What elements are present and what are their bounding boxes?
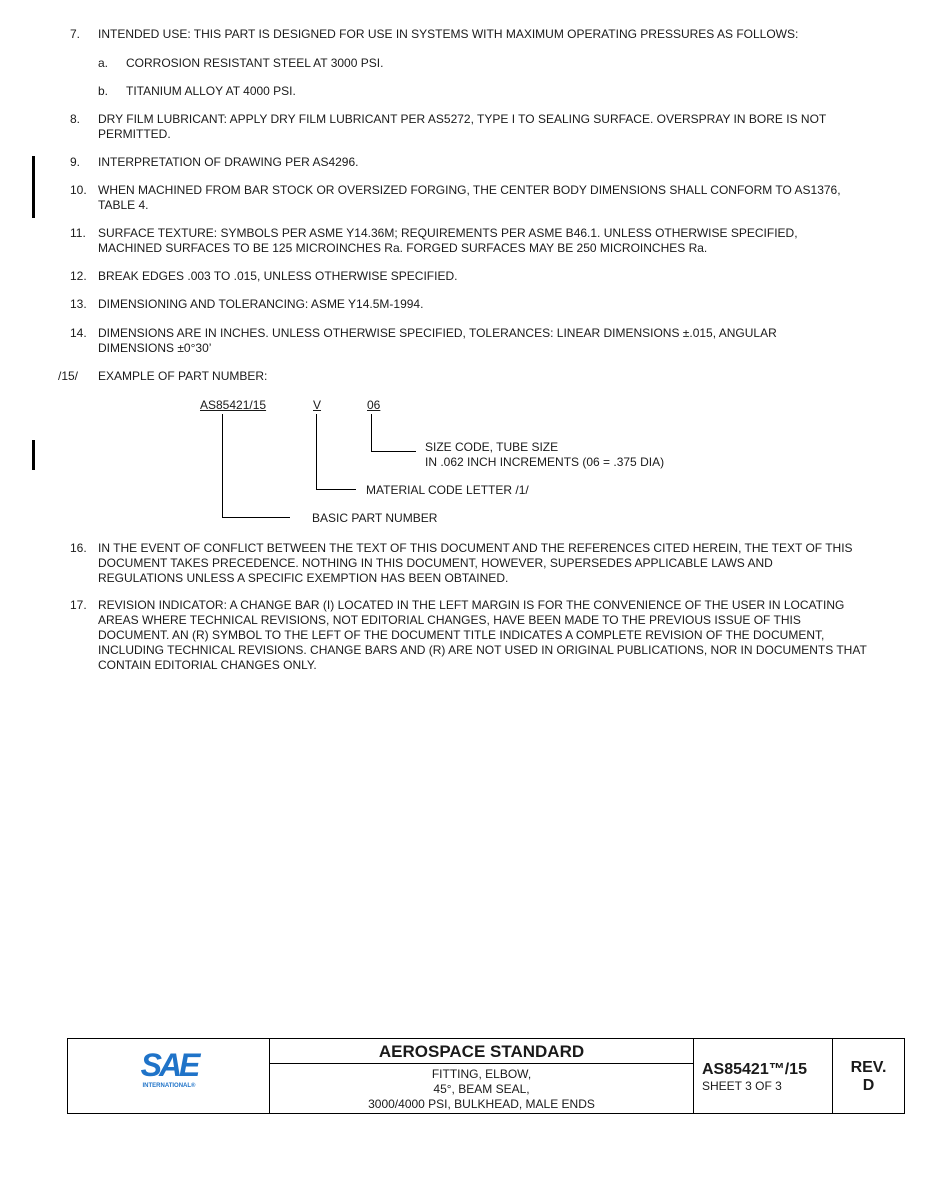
note-13-text: DIMENSIONING AND TOLERANCING: ASME Y14.5M-1994. — [98, 297, 424, 311]
note-8-text: DRY FILM LUBRICANT: APPLY DRY FILM LUBRICANT PER AS5272, TYPE I TO SEALING SURFACE. OVERSPRAY IN BORE IS NOT PERMITTED. — [98, 112, 827, 141]
subitem-a-letter: a. — [98, 56, 109, 70]
leader-material-vertical — [316, 414, 317, 490]
subitem-a-text: CORROSION RESISTANT STEEL AT 3000 PSI. — [126, 56, 384, 70]
leader-size-vertical — [371, 414, 372, 452]
note-17-text: REVISION INDICATOR: A CHANGE BAR (I) LOCATED IN THE LEFT MARGIN IS FOR THE CONVENIENCE OF THE USER IN LOCATING AREAS WHERE TECHNICAL REVISIONS, NOT EDITORIAL CHANGES, HAVE BEEN MADE TO THE PREVIOUS ISSUE OF THIS DOCUMENT. AN (R) SYMBOL TO THE LEFT OF THE DOCUMENT TITLE INDICATES A COMPLETE REVISION OF THE DOCUMENT, INCLUDING TECHNICAL REVISIONS. CHANGE BARS AND (R) ARE NOT USED IN ORIGINAL PUBLICATIONS, NOR IN DOCUMENTS THAT CONTAIN EDITORIAL CHANGES ONLY. — [98, 598, 867, 672]
note-10-number: 10. — [70, 183, 87, 197]
part-size-code: 06 — [367, 398, 381, 412]
note-12-text: BREAK EDGES .003 TO .015, UNLESS OTHERWISE SPECIFIED. — [98, 269, 458, 283]
part-description-line-2: 45°, BEAM SEAL, — [433, 1082, 530, 1096]
note-7-number: 7. — [70, 27, 81, 41]
part-basic-number: AS85421/15 — [200, 398, 267, 412]
change-bar — [32, 156, 35, 218]
material-code-label: MATERIAL CODE LETTER /1/ — [366, 483, 529, 497]
sae-logo — [136, 1049, 202, 1090]
document-number: AS85421™/15 — [702, 1061, 807, 1078]
size-code-label-1: SIZE CODE, TUBE SIZE — [425, 440, 559, 454]
leader-material-horizontal — [316, 489, 356, 490]
note-11-text: SURFACE TEXTURE: SYMBOLS PER ASME Y14.36M; REQUIREMENTS PER ASME B46.1. UNLESS OTHERWISE SPECIFIED, MACHINED SURFACES TO BE 125 MICROINCHES Ra. FORGED SURFACES MAY BE 250 MICROINCHES Ra. — [98, 226, 798, 255]
part-description-line-3: 3000/4000 PSI, BULKHEAD, MALE ENDS — [368, 1097, 595, 1111]
leader-size-horizontal — [371, 451, 416, 452]
sae-logo-text: SAE — [140, 1047, 198, 1083]
sheet-number: SHEET 3 OF 3 — [702, 1079, 782, 1093]
note-8-number: 8. — [70, 112, 81, 126]
note-9-text: INTERPRETATION OF DRAWING PER AS4296. — [98, 155, 359, 169]
change-bar — [32, 440, 35, 470]
title-block — [67, 1038, 905, 1114]
part-material-code: V — [313, 398, 322, 412]
part-description-line-1: FITTING, ELBOW, — [431, 1067, 532, 1081]
revision-label: REV. — [850, 1059, 887, 1076]
note-12-number: 12. — [70, 269, 87, 283]
note-14-text: DIMENSIONS ARE IN INCHES. UNLESS OTHERWISE SPECIFIED, TOLERANCES: LINEAR DIMENSIONS ±.015, ANGULAR DIMENSIONS ±0°30’ — [98, 326, 777, 355]
note-13-number: 13. — [70, 297, 87, 311]
leader-basic-vertical — [222, 414, 223, 518]
subitem-b-text: TITANIUM ALLOY AT 4000 PSI. — [126, 84, 296, 98]
note-15-text: EXAMPLE OF PART NUMBER: — [98, 369, 268, 383]
note-17-number: 17. — [70, 598, 87, 612]
revision-cell — [833, 1039, 904, 1113]
part-description — [270, 1067, 693, 1112]
basic-part-label: BASIC PART NUMBER — [312, 511, 438, 525]
size-code-label-2: IN .062 INCH INCREMENTS (06 = .375 DIA) — [425, 455, 665, 469]
revision — [833, 1059, 904, 1095]
note-15-number: /15/ — [58, 369, 79, 383]
note-10-text: WHEN MACHINED FROM BAR STOCK OR OVERSIZED FORGING, THE CENTER BODY DIMENSIONS SHALL CONFORM TO AS1376, TABLE 4. — [98, 183, 841, 212]
leader-basic-horizontal — [222, 517, 290, 518]
document-number-cell — [694, 1039, 833, 1113]
sae-logo-subtitle: INTERNATIONAL® — [142, 1083, 196, 1089]
revision-value: D — [862, 1077, 875, 1094]
note-16-number: 16. — [70, 541, 87, 555]
note-7-text: INTENDED USE: THIS PART IS DESIGNED FOR USE IN SYSTEMS WITH MAXIMUM OPERATING PRESSURES AS FOLLOWS: — [98, 27, 799, 41]
note-14-number: 14. — [70, 326, 87, 340]
aerospace-standard-heading: AEROSPACE STANDARD — [270, 1039, 693, 1064]
note-11-number: 11. — [70, 226, 86, 240]
sae-logo-cell — [68, 1039, 270, 1113]
subitem-b-letter: b. — [98, 84, 109, 98]
note-9-number: 9. — [70, 155, 81, 169]
title-description-cell — [270, 1039, 694, 1113]
note-16-text: IN THE EVENT OF CONFLICT BETWEEN THE TEXT OF THIS DOCUMENT AND THE REFERENCES CITED HEREIN, THE TEXT OF THIS DOCUMENT TAKES PRECEDENCE. NOTHING IN THIS DOCUMENT, HOWEVER, SUPERSEDES APPLICABLE LAWS AND REGULATIONS UNLESS A SPECIFIC EXEMPTION HAS BEEN OBTAINED. — [98, 541, 853, 585]
